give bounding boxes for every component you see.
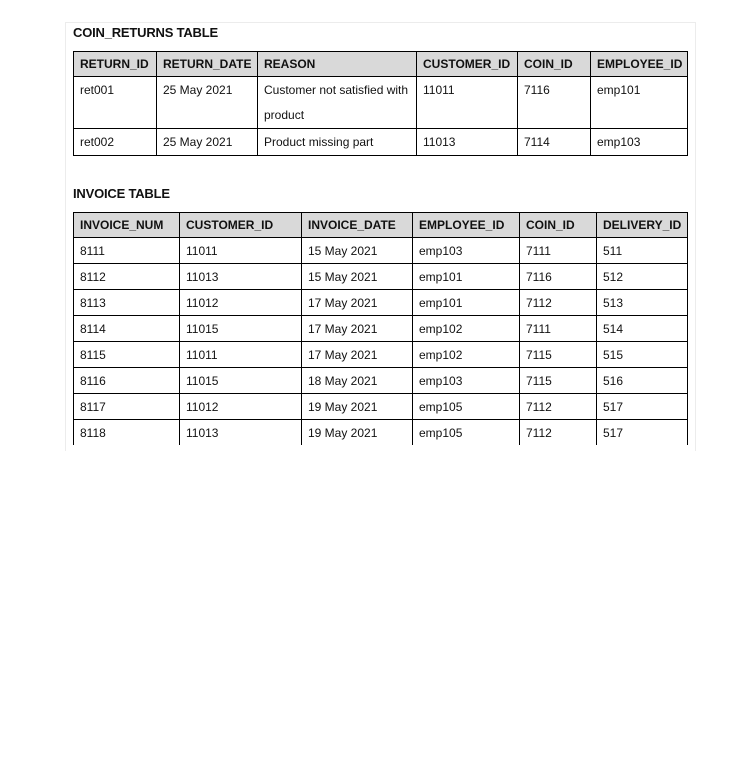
table-cell: 17 May 2021	[302, 342, 413, 368]
table-cell: 17 May 2021	[302, 290, 413, 316]
table-cell: 8116	[74, 368, 180, 394]
table-cell: 11013	[180, 420, 302, 446]
column-header: RETURN_DATE	[157, 52, 258, 77]
coin-returns-header-row	[74, 52, 688, 77]
table-cell: 7112	[520, 420, 597, 446]
table-row	[74, 316, 688, 342]
invoice-table	[73, 212, 688, 445]
table-cell: ret001	[74, 77, 157, 129]
table-cell: 514	[597, 316, 688, 342]
column-header: COIN_ID	[520, 213, 597, 238]
table-cell: emp101	[413, 264, 520, 290]
table-row	[74, 129, 688, 156]
table-row	[74, 264, 688, 290]
table-cell: 517	[597, 420, 688, 446]
table-cell: emp103	[413, 238, 520, 264]
table-cell: 18 May 2021	[302, 368, 413, 394]
table-cell: 11015	[180, 316, 302, 342]
table-cell: emp102	[413, 342, 520, 368]
table-row	[74, 368, 688, 394]
table-cell: ret002	[74, 129, 157, 156]
table-cell: 11011	[180, 238, 302, 264]
table-cell: 7111	[520, 238, 597, 264]
table-cell: 8118	[74, 420, 180, 446]
table-cell: 8111	[74, 238, 180, 264]
invoice-header-row	[74, 213, 688, 238]
table-row	[74, 238, 688, 264]
table-cell: 15 May 2021	[302, 238, 413, 264]
table-cell: 517	[597, 394, 688, 420]
table-cell: Customer not satisfied with product	[258, 77, 417, 129]
column-header: DELIVERY_ID	[597, 213, 688, 238]
table-row	[74, 342, 688, 368]
table-cell: 8112	[74, 264, 180, 290]
table-cell: 19 May 2021	[302, 394, 413, 420]
table-cell: 25 May 2021	[157, 77, 258, 129]
table-cell: 25 May 2021	[157, 129, 258, 156]
column-header: INVOICE_DATE	[302, 213, 413, 238]
table-cell: 8117	[74, 394, 180, 420]
column-header: REASON	[258, 52, 417, 77]
table-cell: 11015	[180, 368, 302, 394]
table-cell: 7111	[520, 316, 597, 342]
table-cell: 19 May 2021	[302, 420, 413, 446]
table-cell: 7116	[518, 77, 591, 129]
table-cell: Product missing part	[258, 129, 417, 156]
column-header: CUSTOMER_ID	[180, 213, 302, 238]
table-cell: emp101	[413, 290, 520, 316]
column-header: RETURN_ID	[74, 52, 157, 77]
table-cell: 8113	[74, 290, 180, 316]
table-cell: 11011	[180, 342, 302, 368]
table-cell: 11013	[417, 129, 518, 156]
column-header: EMPLOYEE_ID	[413, 213, 520, 238]
coin-returns-table	[73, 51, 688, 156]
table-cell: 11012	[180, 290, 302, 316]
table-cell: 516	[597, 368, 688, 394]
table-row	[74, 77, 688, 129]
table-row	[74, 394, 688, 420]
table-cell: 7116	[520, 264, 597, 290]
table-row	[74, 290, 688, 316]
table-cell: 15 May 2021	[302, 264, 413, 290]
table-cell: 11011	[417, 77, 518, 129]
table-cell: emp103	[591, 129, 688, 156]
table-cell: 513	[597, 290, 688, 316]
table-cell: 11013	[180, 264, 302, 290]
table-cell: emp103	[413, 368, 520, 394]
column-header: CUSTOMER_ID	[417, 52, 518, 77]
table-cell: 7112	[520, 290, 597, 316]
table-cell: emp105	[413, 394, 520, 420]
table-cell: emp105	[413, 420, 520, 446]
table-cell: 511	[597, 238, 688, 264]
table-cell: 7115	[520, 368, 597, 394]
column-header: COIN_ID	[518, 52, 591, 77]
table-cell: 7112	[520, 394, 597, 420]
table-cell: 11012	[180, 394, 302, 420]
table-cell: 512	[597, 264, 688, 290]
table-cell: 8115	[74, 342, 180, 368]
coin-returns-title: COIN_RETURNS TABLE	[73, 25, 218, 40]
table-cell: 17 May 2021	[302, 316, 413, 342]
table-cell: 8114	[74, 316, 180, 342]
invoice-title: INVOICE TABLE	[73, 186, 170, 201]
column-header: INVOICE_NUM	[74, 213, 180, 238]
table-cell: 515	[597, 342, 688, 368]
table-cell: emp102	[413, 316, 520, 342]
table-cell: emp101	[591, 77, 688, 129]
table-row	[74, 420, 688, 446]
table-cell: 7115	[520, 342, 597, 368]
table-cell: 7114	[518, 129, 591, 156]
column-header: EMPLOYEE_ID	[591, 52, 688, 77]
